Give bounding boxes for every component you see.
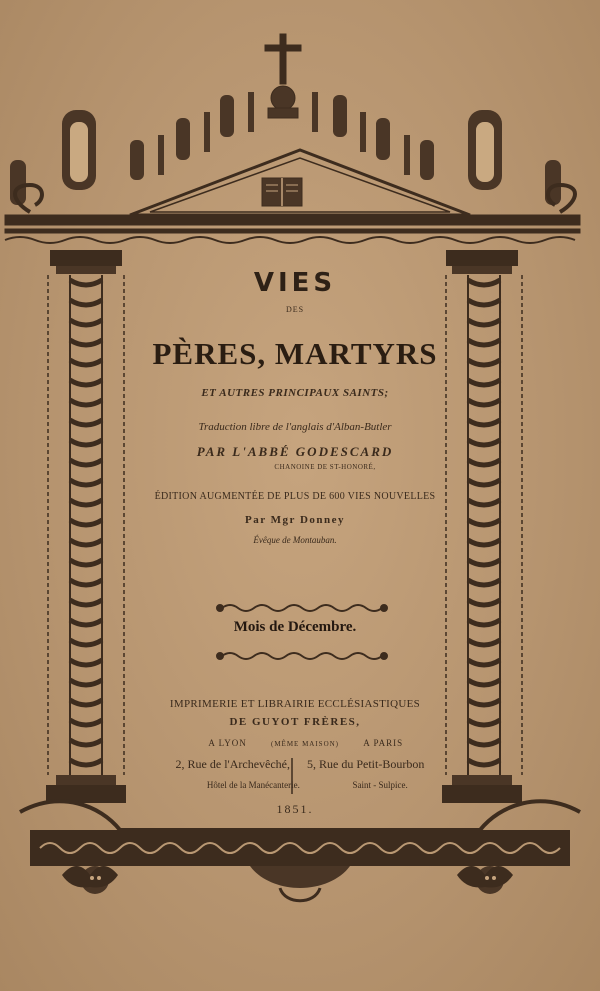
publisher-cities [130, 738, 460, 748]
publisher-line2: DE GUYOT FRÈRES, [229, 716, 361, 728]
translation-note: Traduction libre de l'anglais d'Alban-Butler [198, 421, 392, 433]
city-right: A PARIS [363, 738, 404, 748]
editor-name: Par Mgr Donney [244, 514, 346, 526]
cherub-icon [62, 866, 118, 894]
publisher-line1: IMPRIMERIE ET LIBRAIRIE ECCLÉSIASTIQUES [169, 698, 421, 710]
author-name: PAR L'ABBÉ GODESCARD [196, 444, 394, 459]
title-vies: VIES [253, 268, 337, 298]
city-left: A LYON [208, 738, 247, 748]
title-main: PÈRES, MARTYRS [152, 336, 438, 371]
title-des: DES [285, 305, 305, 314]
address-right: 5, Rue du Petit-Bourbon [307, 757, 425, 771]
publisher-subaddresses [130, 780, 460, 790]
title-block [130, 0, 460, 991]
publisher-addresses [130, 757, 460, 772]
cherub-icon [457, 866, 513, 894]
edition-line: ÉDITION AUGMENTÉE DE PLUS DE 600 VIES NOUVELLES [154, 491, 436, 502]
same-house: (MÊME MAISON) [270, 740, 340, 748]
left-column [46, 250, 126, 803]
address-left: 2, Rue de l'Archevêché, [175, 757, 290, 771]
subaddress-left: Hôtel de la Manécanterie. [206, 780, 300, 790]
subaddress-right: Saint - Sulpice. [352, 780, 408, 790]
publication-year: 1851. [276, 802, 314, 816]
author-role: CHANOINE DE ST-HONORÉ, [274, 463, 376, 471]
title-subtitle: ET AUTRES PRINCIPAUX SAINTS; [201, 387, 389, 399]
editor-role: Évêque de Montauban. [253, 535, 337, 545]
month-title: Mois de Décembre. [233, 619, 357, 635]
